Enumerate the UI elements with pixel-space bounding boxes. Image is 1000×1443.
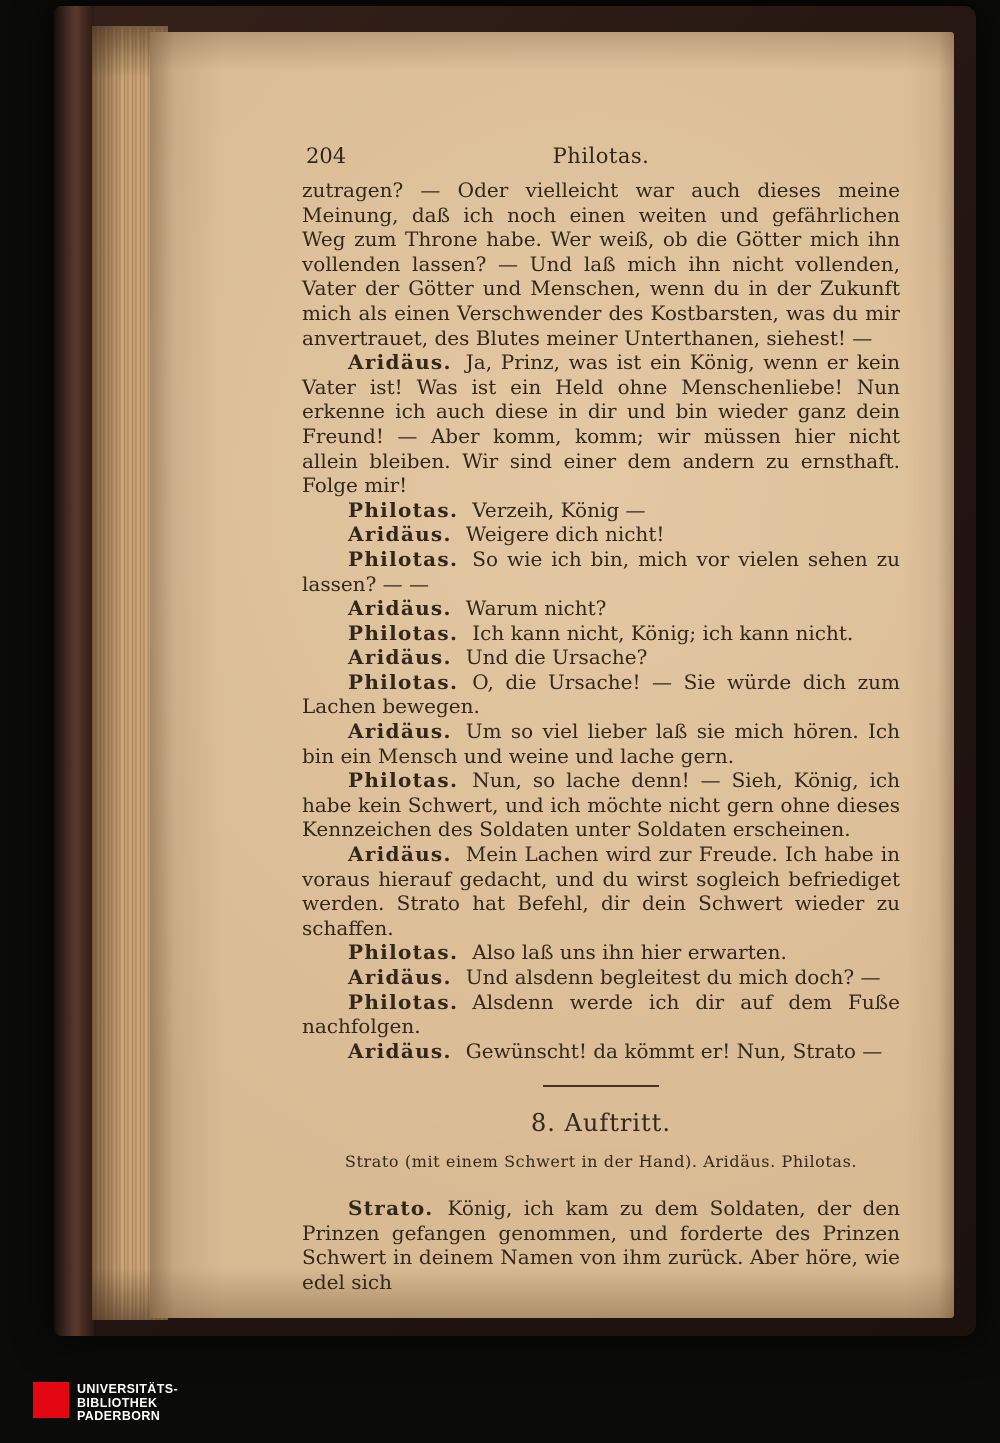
speaker-name: Aridäus. bbox=[348, 1038, 452, 1063]
page-number: 204 bbox=[306, 144, 347, 168]
speaker-name: Philotas. bbox=[348, 546, 459, 571]
scene-heading: 8. Auftritt. bbox=[531, 1109, 671, 1138]
dialogue-paragraph bbox=[302, 719, 900, 768]
dialogue-paragraph bbox=[302, 768, 900, 842]
section-divider bbox=[543, 1085, 659, 1087]
speaker-name: Philotas. bbox=[348, 768, 459, 793]
dialogue-paragraph bbox=[302, 498, 900, 523]
dialogue-text: Ich kann nicht, König; ich kann nicht. bbox=[472, 620, 854, 645]
dialogue-text: Mein Lachen wird zur Freude. Ich habe in voraus hierauf gedacht, und du wirst sogleich befriediget werden. Strato hat Befehl, dir dein Schwert wieder zu schaffen. bbox=[302, 842, 900, 940]
book bbox=[54, 6, 976, 1336]
dialogue-text: Weigere dich nicht! bbox=[465, 522, 665, 547]
speaker-name: Philotas. bbox=[348, 497, 459, 522]
library-logo-line: BIBLIOTHEK bbox=[77, 1395, 158, 1410]
dialogue-paragraph bbox=[302, 547, 900, 596]
speaker-name: Philotas. bbox=[348, 940, 459, 965]
page-header bbox=[302, 144, 900, 178]
speaker-name: Aridäus. bbox=[348, 965, 452, 989]
dialogue-paragraph bbox=[302, 178, 900, 350]
book-spine bbox=[54, 6, 94, 1336]
dialogue-paragraph bbox=[302, 621, 900, 646]
speaker-name: Philotas. bbox=[348, 989, 459, 1014]
running-header: Philotas. bbox=[552, 144, 650, 168]
dialogue-text: O, die Ursache! — Sie würde dich zum Lachen bewegen. bbox=[302, 669, 900, 719]
dialogue-paragraph bbox=[302, 350, 900, 498]
dialogue-text: Verzeih, König — bbox=[472, 497, 646, 522]
dialogue-text: Ja, Prinz, was ist ein König, wenn er kein Vater ist! Was ist ein Held ohne Menschenliebe! Nun erkenne ich auch diese in dir und bin wieder ganz dein Freund! — Aber komm, komm; wir müssen hier nicht allein bleiben. Wir sind einer dem andern zu ernsthaft. Folge mir! bbox=[302, 350, 900, 498]
dialogue-text: König, ich kam zu dem Soldaten, der den Prinzen gefangen genommen, und forderte des Prinzen Schwert in deinem Namen von ihm zurück. Aber höre, wie edel sich bbox=[302, 1195, 900, 1294]
speaker-name: Philotas. bbox=[348, 669, 459, 694]
dialogue-paragraph bbox=[302, 1039, 900, 1064]
dialogue-paragraph bbox=[302, 940, 900, 965]
library-logo-line: PADERBORN bbox=[77, 1409, 161, 1423]
dialogue-text: Also laß uns ihn hier erwarten. bbox=[472, 940, 787, 965]
dialogue-text: zutragen? — Oder vielleicht war auch dieses meine Meinung, daß ich noch einen weiten und gefährlichen Weg zum Throne habe. Wer weiß, ob die Götter mich ihn vollenden lassen? — Und laß mich ihn nicht vollenden, Vater der Götter und Menschen, wenn du in der Zukunft mich als einen Verschwender des Kostbarsten, was du mir anvertrauet, des Blutes meiner Unterthanen, siehest! — bbox=[302, 178, 900, 350]
speaker-name: Aridäus. bbox=[348, 842, 452, 867]
dialogue-text: Und alsdenn begleitest du mich doch? — bbox=[465, 965, 881, 989]
dialogue-text: Warum nicht? bbox=[465, 596, 607, 621]
dialogue-paragraph bbox=[302, 990, 900, 1039]
speaker-name: Aridäus. bbox=[348, 645, 452, 670]
library-logo-line: UNIVERSITÄTS- bbox=[77, 1382, 179, 1396]
speaker-name: Aridäus. bbox=[348, 719, 452, 744]
dialogue-text: So wie ich bin, mich vor vielen sehen zu lassen? — — bbox=[302, 546, 900, 596]
dialogue-paragraph bbox=[302, 522, 900, 547]
dialogue-text: Um so viel lieber laß sie mich hören. Ich bin ein Mensch und weine und lache gern. bbox=[302, 719, 900, 768]
library-logo bbox=[33, 1382, 178, 1424]
dialogue-text: Und die Ursache? bbox=[465, 645, 648, 670]
speaker-name: Aridäus. bbox=[348, 596, 452, 621]
library-logo-text bbox=[77, 1383, 178, 1424]
stage-direction: Strato (mit einem Schwert in der Hand). Aridäus. Philotas. bbox=[344, 1151, 858, 1171]
speaker-name: Aridäus. bbox=[348, 350, 452, 375]
dialogue-paragraph bbox=[302, 670, 900, 719]
speaker-name: Strato. bbox=[348, 1195, 434, 1220]
speaker-name: Aridäus. bbox=[348, 522, 452, 547]
dialogue-text: Gewünscht! da kömmt er! Nun, Strato — bbox=[465, 1038, 883, 1063]
dialogue-paragraph bbox=[302, 596, 900, 621]
dialogue-text: Alsdenn werde ich dir auf dem Fuße nachfolgen. bbox=[302, 989, 900, 1039]
dialogue-text: Nun, so lache denn! — Sieh, König, ich habe kein Schwert, und ich möchte nicht gern ohne dieses Kennzeichen des Soldaten unter Soldaten erscheinen. bbox=[302, 768, 900, 842]
book-page bbox=[150, 32, 954, 1318]
speaker-name: Philotas. bbox=[348, 620, 459, 645]
dialogue-paragraph bbox=[302, 842, 900, 940]
dialogue-paragraph bbox=[302, 1196, 900, 1294]
library-logo-mark bbox=[33, 1382, 69, 1418]
dialogue-paragraph bbox=[302, 645, 900, 670]
dialogue-paragraph bbox=[302, 965, 900, 990]
page-content bbox=[302, 144, 900, 1318]
